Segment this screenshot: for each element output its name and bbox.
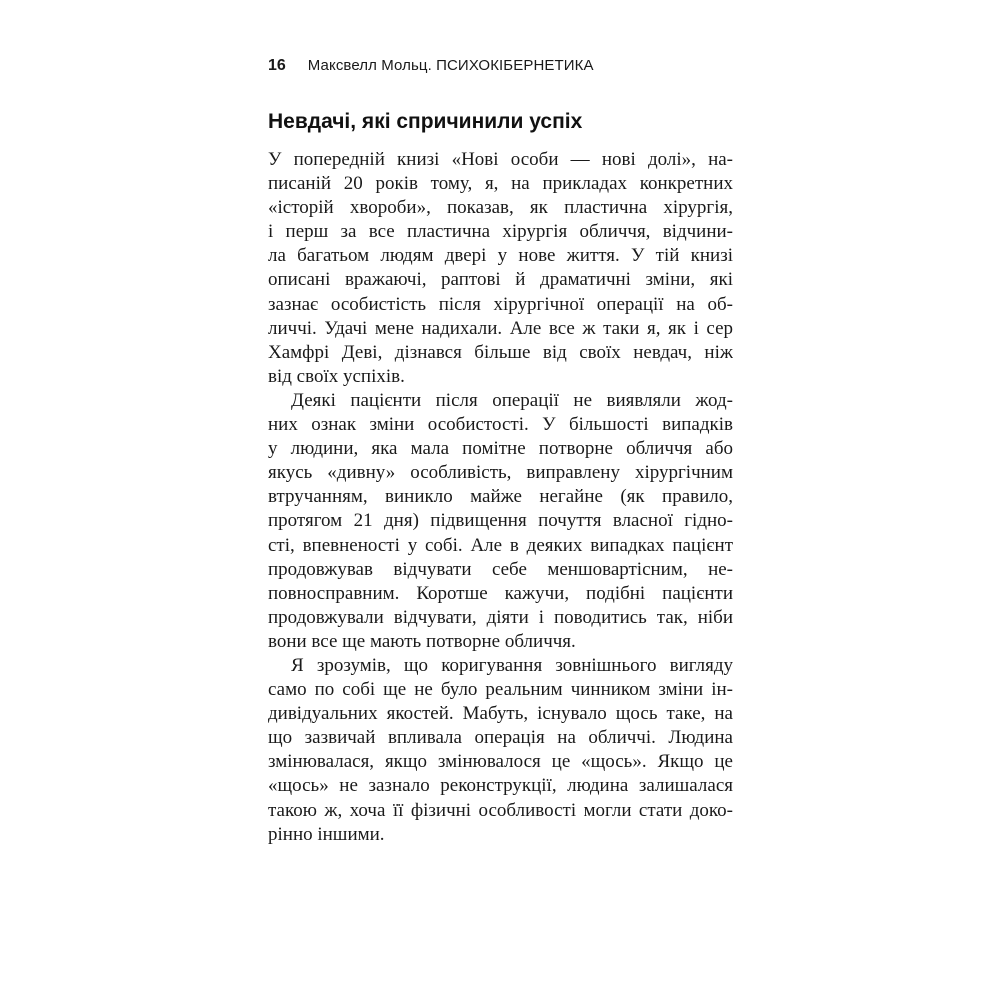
paragraph-2-line: втручанням, виникло майже негайне (як правило, — [268, 486, 733, 508]
paragraph-2-line: якусь «дивну» особливість, виправлену хірургічним — [268, 462, 733, 484]
page-number: 16 — [268, 57, 286, 74]
book-title: Максвелл Мольц. ПСИХОКІБЕРНЕТИКА — [307, 57, 594, 74]
paragraph-1-line: писаній 20 років тому, я, на прикладах конкретних — [268, 173, 733, 195]
paragraph-1-line: Хамфрі Деві, дізнався більше від своїх невдач, ніж — [268, 341, 733, 363]
paragraph-3-line: Я зрозумів, що коригування зовнішнього вигляду — [291, 654, 733, 676]
paragraph-1-line: від своїх успіхів. — [268, 365, 405, 387]
paragraph-2-line: них ознак зміни особистості. У більшості випадків — [268, 414, 733, 436]
paragraph-1-line: «історій хвороби», показав, як пластична хірургія, — [268, 197, 733, 219]
paragraph-3-line: «щось» не зазнало реконструкції, людина залишалася — [268, 775, 733, 797]
section-title: Невдачі, які спричинили успіх — [268, 110, 583, 133]
paragraph-1-line: У попередній книзі «Нові особи — нові долі», на- — [268, 149, 733, 170]
paragraph-2-line: протягом 21 дня) підвищення почуття власної гідно- — [268, 510, 733, 532]
paragraph-2-line: повносправним. Коротше кажучи, подібні пацієнти — [268, 582, 733, 604]
paragraph-2-line: у людини, яка мала помітне потворне обличчя або — [268, 438, 733, 460]
paragraph-2-line: продовжували відчувати, діяти і поводитись так, ніби — [268, 606, 733, 628]
paragraph-3-line: рінно іншими. — [268, 823, 385, 845]
paragraph-2-line: Деякі пацієнти після операції не виявляли жод- — [291, 389, 733, 411]
paragraph-1-line: ла багатьом людям двері у нове життя. У тій книзі — [268, 245, 733, 267]
paragraph-3-line: такою ж, хоча її фізичні особливості могли стати доко- — [268, 799, 733, 821]
paragraph-3-line: дивідуальних якостей. Мабуть, існувало щось таке, на — [268, 703, 733, 725]
paragraph-1-line: описані вражаючі, раптові й драматичні зміни, які — [268, 269, 733, 291]
paragraph-1-line: і перш за все пластична хірургія обличчя, відчини- — [268, 221, 733, 243]
paragraph-2-line: вони все ще мають потворне обличчя. — [268, 630, 576, 652]
paragraph-1-line: зазнає особистість після хірургічної операції на об- — [268, 293, 733, 315]
running-header — [268, 56, 594, 76]
paragraph-2-line: сті, впевненості у собі. Але в деяких випадках пацієнт — [268, 534, 733, 556]
paragraph-2-line: продовжував відчувати себе меншовартісним, не- — [268, 558, 733, 580]
paragraph-3-line: само по собі ще не було реальним чинником зміни ін- — [268, 679, 733, 701]
body-text — [268, 148, 733, 847]
paragraph-3-line: змінювалася, якщо змінювалося це «щось». Якщо це — [268, 751, 733, 773]
paragraph-1-line: личчі. Удачі мене надихали. Але все ж таки я, як і сер — [268, 317, 733, 339]
paragraph-3-line: що зазвичай впливала операція на обличчі. Людина — [268, 727, 733, 749]
